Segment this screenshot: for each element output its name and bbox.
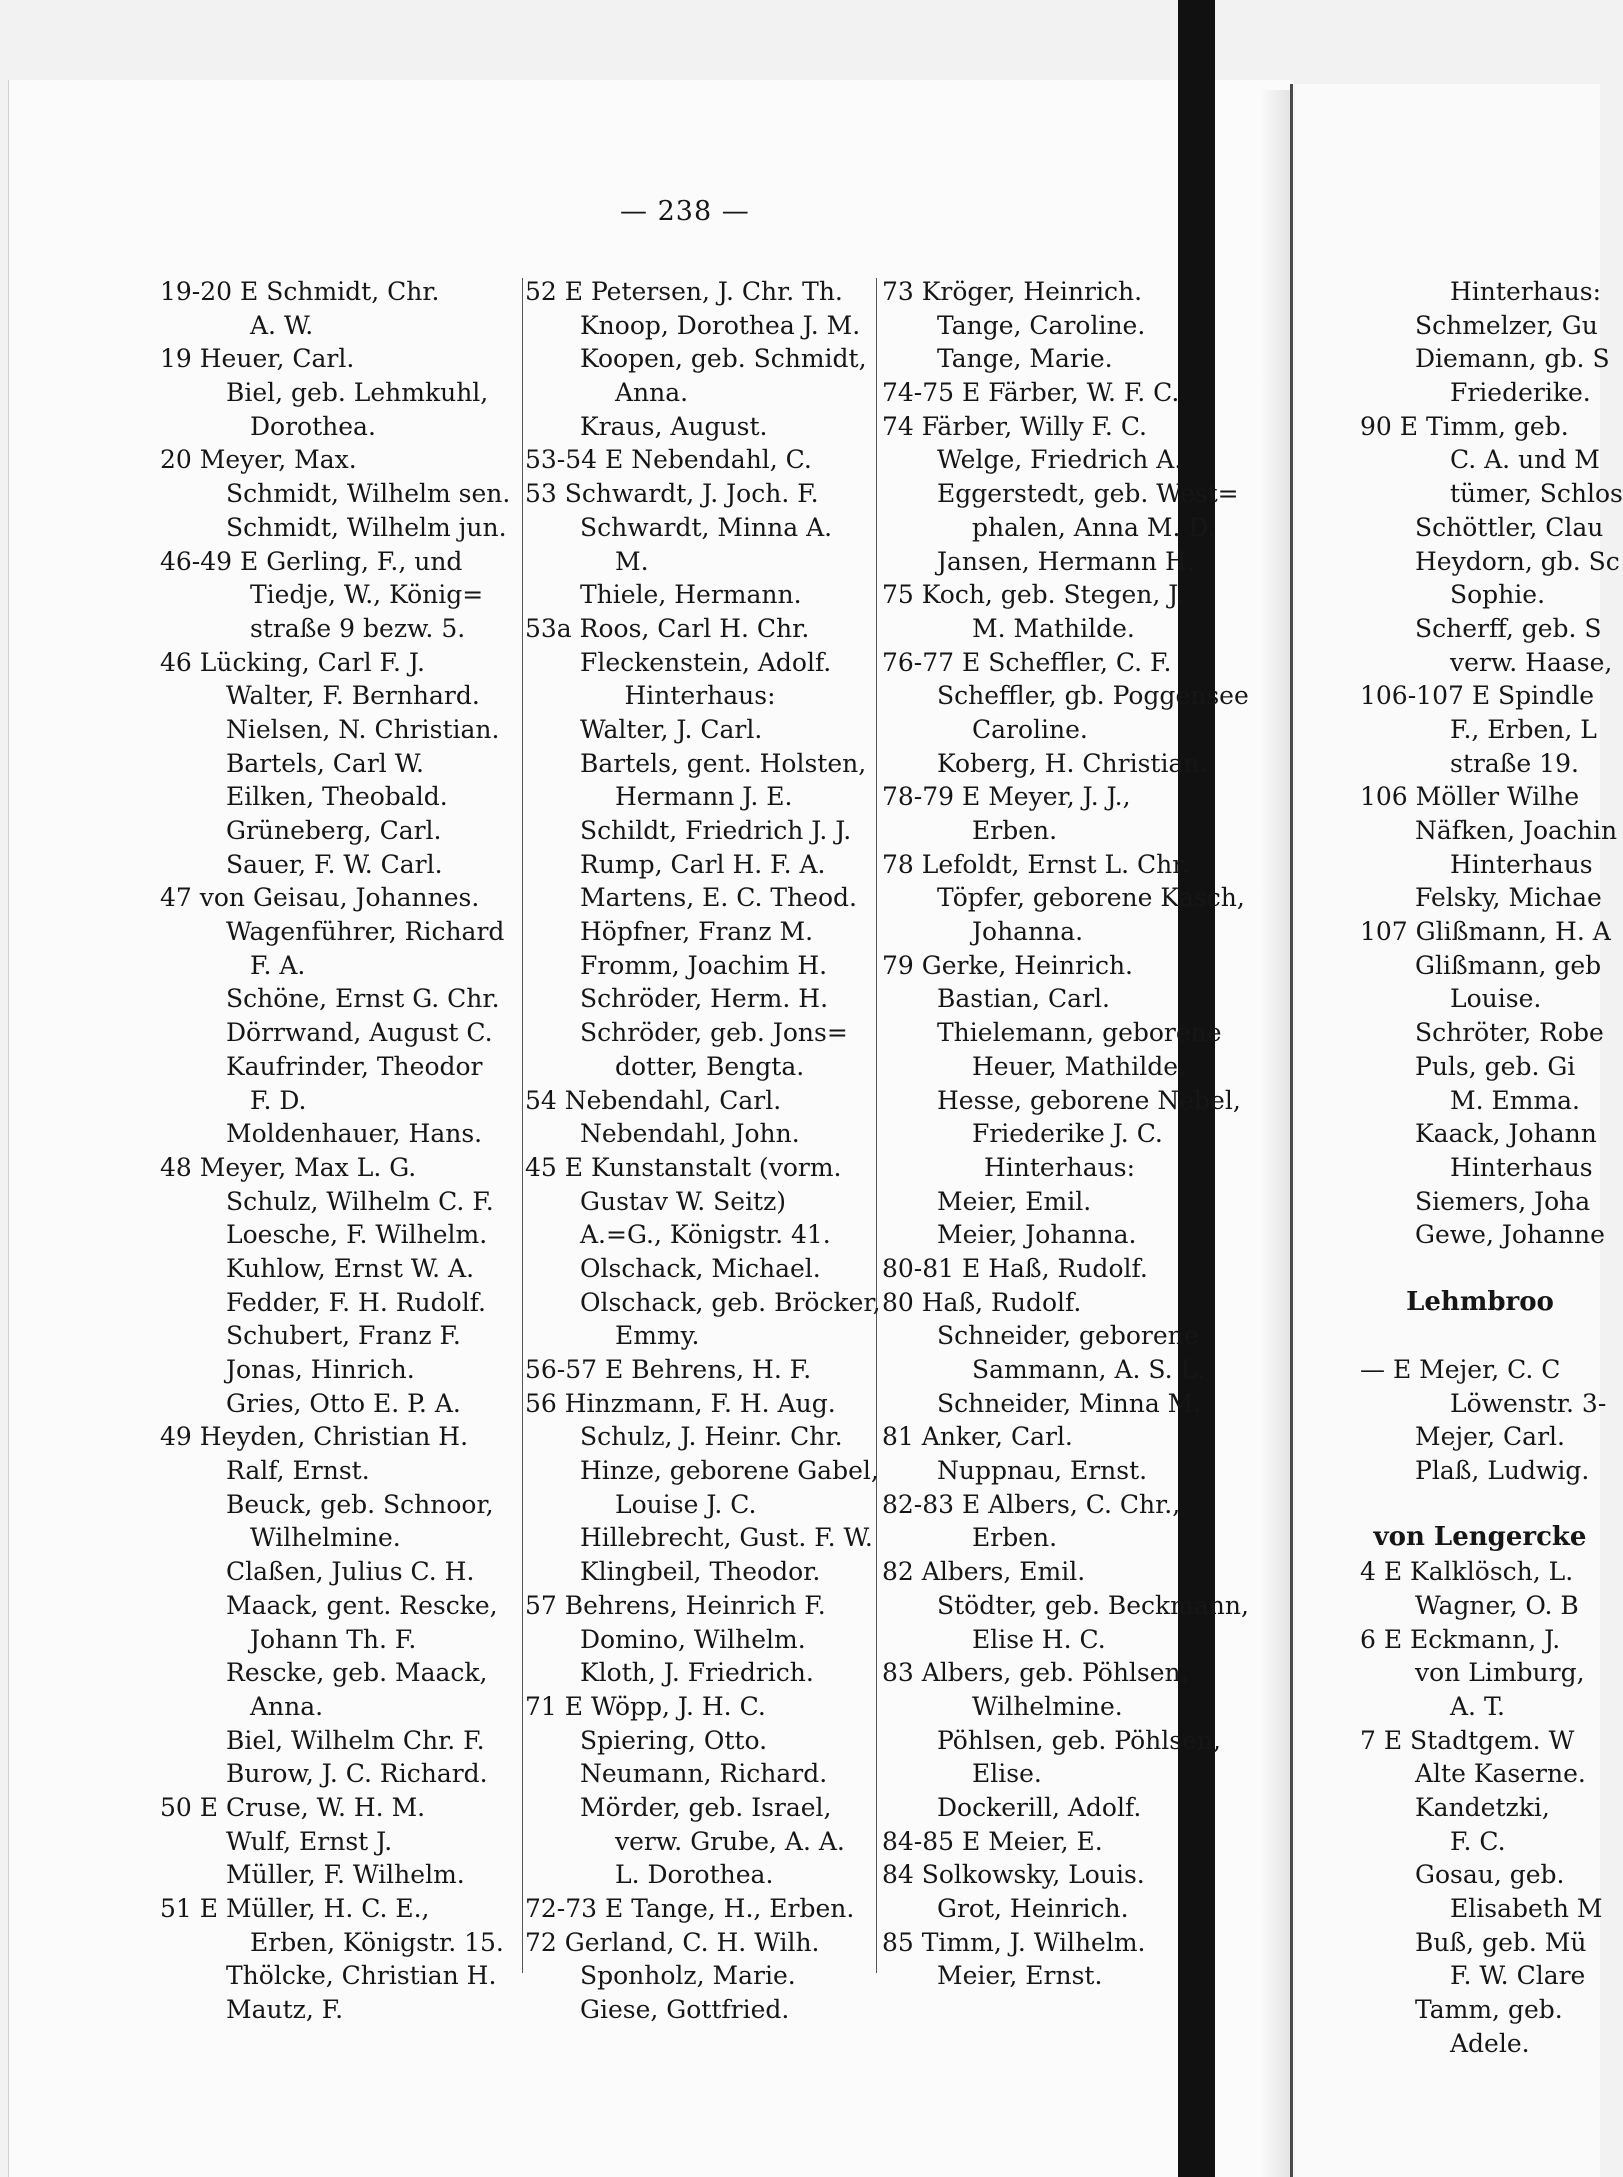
section-label: Hinterhaus: xyxy=(624,681,776,711)
directory-entry-line: 51 E Müller, H. C. E., xyxy=(160,1894,430,1923)
directory-entry-line xyxy=(1360,1319,1600,1353)
directory-entry-line: Mejer, Carl. xyxy=(1415,1422,1565,1452)
directory-entry-line: Meier, Ernst. xyxy=(937,1961,1103,1991)
directory-entry-line: Ralf, Ernst. xyxy=(226,1456,370,1486)
directory-entry-line: 53 Schwardt, J. Joch. F. xyxy=(525,479,819,509)
directory-entry-line: Pöhlsen, geb. Pöhlsen, xyxy=(937,1725,1221,1755)
directory-entry-line: Kraus, August. xyxy=(580,411,768,441)
directory-entry-line: Schröter, Robe xyxy=(1415,1018,1604,1048)
directory-entry-line xyxy=(1360,1252,1600,1286)
directory-entry-line: verw. Haase, xyxy=(1450,647,1613,677)
directory-entry-line: Spiering, Otto. xyxy=(580,1725,768,1755)
directory-entry-line: 72 Gerland, C. H. Wilh. xyxy=(525,1927,820,1957)
directory-entry-line: straße 9 bezw. 5. xyxy=(250,613,466,643)
directory-entry-line: Giese, Gottfried. xyxy=(580,1995,790,2025)
directory-entry-line: Erben. xyxy=(972,816,1058,845)
directory-entry-line: Klingbeil, Theodor. xyxy=(580,1557,821,1587)
column-1 xyxy=(160,275,525,2027)
section-heading: von Lengercke xyxy=(1373,1522,1587,1553)
directory-entry-line: Müller, F. Wilhelm. xyxy=(226,1860,465,1890)
directory-entry-line: 82 Albers, Emil. xyxy=(882,1557,1086,1587)
directory-entry-line: Hinze, geborene Gabel, xyxy=(580,1456,879,1486)
directory-entry-line: Schneider, Minna M. xyxy=(937,1388,1202,1418)
directory-entry-line: C. A. und M xyxy=(1450,445,1600,475)
directory-entry-line: Jonas, Hinrich. xyxy=(226,1355,415,1384)
directory-entry-line: Grüneberg, Carl. xyxy=(226,816,442,845)
directory-entry-line: phalen, Anna M. D. xyxy=(972,512,1216,542)
directory-entry-line: 52 E Petersen, J. Chr. Th. xyxy=(525,277,843,306)
directory-entry-line: Domino, Wilhelm. xyxy=(580,1624,806,1654)
directory-entry-line: Schöttler, Clau xyxy=(1415,512,1604,542)
directory-entry-line: Gustav W. Seitz) xyxy=(580,1186,787,1216)
directory-entry-line: Schubert, Franz F. xyxy=(226,1321,461,1351)
directory-entry-line: Fleckenstein, Adolf. xyxy=(580,647,832,677)
directory-entry-line: Louise. xyxy=(1450,984,1542,1014)
directory-entry-line: Koberg, H. Christian. xyxy=(937,748,1208,778)
directory-entry-line: Glißmann, geb xyxy=(1415,950,1602,980)
directory-entry-line: 53a Roos, Carl H. Chr. xyxy=(525,613,810,643)
directory-entry-line: Eggerstedt, geb. West= xyxy=(937,479,1239,509)
directory-entry-line: 71 E Wöpp, J. H. C. xyxy=(525,1691,766,1721)
directory-entry-line: Adele. xyxy=(1450,2028,1530,2058)
directory-entry-line: 53-54 E Nebendahl, C. xyxy=(525,445,812,475)
directory-entry-line: Erben. xyxy=(972,1523,1058,1553)
directory-entry-line: 79 Gerke, Heinrich. xyxy=(882,950,1134,980)
directory-entry-line: Nuppnau, Ernst. xyxy=(937,1456,1148,1486)
directory-entry-line: Kandetzki, xyxy=(1415,1792,1550,1822)
directory-entry-line: Löwenstr. 3- xyxy=(1450,1388,1607,1418)
directory-entry-line: Sammann, A. S. L. xyxy=(972,1355,1206,1384)
directory-entry-line: 54 Nebendahl, Carl. xyxy=(525,1085,782,1115)
page-fold xyxy=(1290,84,1293,2177)
directory-entry-line: Heydorn, gb. Sc xyxy=(1415,546,1620,576)
directory-entry-line: 84 Solkowsky, Louis. xyxy=(882,1860,1145,1890)
directory-entry-line: verw. Grube, A. A. xyxy=(615,1826,845,1856)
directory-entry-line: 73 Kröger, Heinrich. xyxy=(882,277,1143,306)
directory-entry-line: Fromm, Joachim H. xyxy=(580,950,828,980)
directory-entry-line: Walter, F. Bernhard. xyxy=(226,681,480,711)
directory-entry-line: Grot, Heinrich. xyxy=(937,1894,1129,1923)
directory-entry-line: Scheffler, gb. Poggensee xyxy=(937,681,1249,711)
directory-entry-line: Hinterhaus xyxy=(1450,849,1593,879)
directory-entry-line: M. xyxy=(615,546,649,576)
directory-entry-line: Tiedje, W., König= xyxy=(250,580,484,610)
directory-entry-line: Rump, Carl H. F. A. xyxy=(580,849,826,879)
directory-entry-line: Fedder, F. H. Rudolf. xyxy=(226,1287,486,1317)
directory-entry-line: Gewe, Johanne xyxy=(1415,1220,1605,1250)
directory-entry-line: 81 Anker, Carl. xyxy=(882,1422,1073,1452)
section-label: Hinterhaus: xyxy=(983,1152,1136,1182)
directory-entry-line: Sophie. xyxy=(1450,580,1546,610)
directory-entry-line: Scherff, geb. S xyxy=(1415,613,1602,643)
directory-entry-line: Hesse, geborene Nebel, xyxy=(937,1085,1241,1115)
directory-entry-line: Kaufrinder, Theodor xyxy=(226,1051,483,1081)
directory-entry-line: Dörrwand, August C. xyxy=(226,1018,493,1048)
directory-entry-line: Emmy. xyxy=(615,1321,700,1351)
directory-entry-line: A. W. xyxy=(250,310,314,340)
directory-entry-line: 83 Albers, geb. Pöhlsen, xyxy=(882,1658,1189,1688)
directory-entry-line: 80-81 E Haß, Rudolf. xyxy=(882,1253,1148,1283)
page-number: — 238 — xyxy=(620,196,750,227)
directory-entry-line: Schröder, geb. Jons= xyxy=(580,1018,848,1048)
directory-entry-line: Tange, Marie. xyxy=(937,344,1113,374)
directory-entry-line: 49 Heyden, Christian H. xyxy=(160,1422,469,1452)
directory-entry-line: Olschack, Michael. xyxy=(580,1253,821,1283)
directory-entry-line: Schmidt, Wilhelm jun. xyxy=(226,512,507,542)
directory-entry-line: Kaack, Johann xyxy=(1415,1119,1597,1149)
directory-entry-line: Schneider, geborene xyxy=(937,1321,1199,1351)
directory-entry-line: Hinterhaus: xyxy=(1450,277,1602,306)
column-3 xyxy=(882,275,1249,1993)
directory-entry-line: 7 E Stadtgem. W xyxy=(1360,1725,1575,1755)
directory-entry-line: M. Mathilde. xyxy=(972,613,1135,643)
directory-entry-line: Friederike. xyxy=(1450,378,1591,408)
directory-entry-line: Koopen, geb. Schmidt, xyxy=(580,344,867,374)
directory-entry-line: Schröder, Herm. H. xyxy=(580,984,829,1014)
directory-entry-line: von Limburg, xyxy=(1415,1658,1585,1688)
directory-entry-line: Tange, Caroline. xyxy=(937,310,1146,340)
directory-entry-line: 45 E Kunstanstalt (vorm. xyxy=(525,1152,842,1182)
directory-entry-line: 84-85 E Meier, E. xyxy=(882,1826,1103,1856)
directory-entry-line: 56-57 E Behrens, H. F. xyxy=(525,1355,812,1384)
directory-entry-line: Thielemann, geborene xyxy=(937,1018,1222,1048)
directory-entry-line: F. D. xyxy=(250,1085,307,1115)
directory-entry-line: Moldenhauer, Hans. xyxy=(226,1119,483,1149)
directory-entry-line: Schwardt, Minna A. xyxy=(580,512,833,542)
directory-entry-line: Alte Kaserne. xyxy=(1415,1759,1586,1789)
directory-entry-line: 106-107 E Spindle xyxy=(1360,681,1595,711)
directory-entry-line: Siemers, Joha xyxy=(1415,1186,1591,1216)
directory-entry-line: 106 Möller Wilhe xyxy=(1360,782,1580,812)
directory-entry-line: Kuhlow, Ernst W. A. xyxy=(226,1253,475,1283)
directory-entry-line: Tamm, geb. xyxy=(1415,1995,1563,2025)
directory-entry-line: Hinterhaus xyxy=(1450,1152,1593,1182)
directory-entry-line: Hermann J. E. xyxy=(615,782,793,812)
directory-entry-line: Wagenführer, Richard xyxy=(226,917,505,947)
directory-entry-line: Anna. xyxy=(250,1691,324,1721)
directory-entry-line: 57 Behrens, Heinrich F. xyxy=(525,1590,826,1620)
column-rule xyxy=(876,278,877,1973)
directory-entry-line: Meier, Johanna. xyxy=(937,1220,1137,1250)
directory-entry-line: Hillebrecht, Gust. F. W. xyxy=(580,1523,873,1553)
directory-entry-line: Schöne, Ernst G. Chr. xyxy=(226,984,500,1014)
directory-entry-line: 74 Färber, Willy F. C. xyxy=(882,411,1148,441)
directory-entry-line: Näfken, Joachin xyxy=(1415,816,1618,845)
directory-entry-line: F. W. Clare xyxy=(1450,1961,1586,1991)
directory-entry-line: 47 von Geisau, Johannes. xyxy=(160,883,480,913)
directory-entry-line: Wilhelmine. xyxy=(972,1691,1123,1721)
directory-entry-line: Nielsen, N. Christian. xyxy=(226,714,500,744)
directory-entry-line: — E Mejer, C. C xyxy=(1360,1355,1561,1384)
directory-entry-line: 90 E Timm, geb. xyxy=(1360,411,1569,441)
directory-entry-line: F. C. xyxy=(1450,1826,1506,1856)
directory-entry-line: Friederike J. C. xyxy=(972,1119,1163,1149)
directory-entry-line: Martens, E. C. Theod. xyxy=(580,883,857,913)
directory-entry-line: 75 Koch, geb. Stegen, J. xyxy=(882,580,1185,610)
directory-entry-line: Wilhelmine. xyxy=(250,1523,401,1553)
directory-entry-line: Elisabeth M xyxy=(1450,1894,1603,1923)
directory-entry-line: 48 Meyer, Max L. G. xyxy=(160,1152,417,1182)
directory-entry-line: Schmidt, Wilhelm sen. xyxy=(226,479,511,509)
directory-entry-line: Gries, Otto E. P. A. xyxy=(226,1388,461,1418)
directory-entry-line: Walter, J. Carl. xyxy=(580,714,763,744)
directory-entry-line: Dockerill, Adolf. xyxy=(937,1792,1142,1822)
section-heading: Lehmbroo xyxy=(1406,1286,1554,1317)
directory-entry-line: Maack, gent. Rescke, xyxy=(226,1590,498,1620)
directory-entry-line: Meier, Emil. xyxy=(937,1186,1092,1216)
directory-entry-line: Jansen, Hermann H. xyxy=(937,546,1195,576)
directory-entry-line: 76-77 E Scheffler, C. F. xyxy=(882,647,1172,677)
directory-entry-line: Felsky, Michae xyxy=(1415,883,1602,913)
directory-entry-line: Erben, Königstr. 15. xyxy=(250,1927,504,1957)
directory-entry-line: 80 Haß, Rudolf. xyxy=(882,1287,1082,1317)
directory-entry-line: 82-83 E Albers, C. Chr., xyxy=(882,1489,1181,1519)
directory-entry-line: Louise J. C. xyxy=(615,1489,757,1519)
directory-entry-line: 46 Lücking, Carl F. J. xyxy=(160,647,425,677)
directory-entry-line: 50 E Cruse, W. H. M. xyxy=(160,1792,426,1822)
directory-entry-line: Loesche, F. Wilhelm. xyxy=(226,1220,488,1250)
spine-shadow xyxy=(1260,90,1290,2177)
directory-entry-line: Biel, Wilhelm Chr. F. xyxy=(226,1725,485,1755)
directory-entry-line xyxy=(1360,1488,1600,1522)
directory-entry-line: 85 Timm, J. Wilhelm. xyxy=(882,1927,1146,1957)
directory-entry-line: Johann Th. F. xyxy=(250,1624,417,1654)
directory-entry-line: Dorothea. xyxy=(250,411,376,441)
directory-entry-line: Nebendahl, John. xyxy=(580,1119,800,1149)
directory-entry-line: Caroline. xyxy=(972,714,1088,744)
directory-entry-line: dotter, Bengta. xyxy=(615,1051,805,1081)
directory-entry-line: Elise H. C. xyxy=(972,1624,1106,1654)
directory-entry-line: A. T. xyxy=(1450,1691,1505,1721)
directory-entry-line: 46-49 E Gerling, F., und xyxy=(160,546,463,576)
directory-entry-line: straße 19. xyxy=(1450,748,1579,778)
directory-entry-line: Burow, J. C. Richard. xyxy=(226,1759,488,1789)
directory-entry-line: 107 Glißmann, H. A xyxy=(1360,917,1611,947)
directory-entry-line: 20 Meyer, Max. xyxy=(160,445,357,475)
directory-entry-line: 74-75 E Färber, W. F. C. xyxy=(882,378,1180,408)
directory-entry-line: 4 E Kalklösch, L. xyxy=(1360,1557,1574,1587)
directory-entry-line: Puls, geb. Gi xyxy=(1415,1051,1576,1081)
directory-entry-line: Welge, Friedrich A. xyxy=(937,445,1183,475)
directory-entry-line: L. Dorothea. xyxy=(615,1860,774,1890)
directory-entry-line: Schmelzer, Gu xyxy=(1415,310,1598,340)
directory-entry-line: Beuck, geb. Schnoor, xyxy=(226,1489,494,1519)
directory-entry-line: Schildt, Friedrich J. J. xyxy=(580,816,852,845)
directory-entry-line: Stödter, geb. Beckmann, xyxy=(937,1590,1249,1620)
column-4 xyxy=(1360,275,1623,2060)
directory-entry-line: M. Emma. xyxy=(1450,1085,1581,1115)
directory-entry-line: Thölcke, Christian H. xyxy=(226,1961,497,1991)
directory-entry-line: Neumann, Richard. xyxy=(580,1759,828,1789)
directory-entry-line: Plaß, Ludwig. xyxy=(1415,1456,1590,1486)
directory-entry-line: A.=G., Königstr. 41. xyxy=(580,1220,831,1250)
directory-entry-line: Höpfner, Franz M. xyxy=(580,917,814,947)
directory-entry-line: F. A. xyxy=(250,950,306,980)
directory-entry-line: Biel, geb. Lehmkuhl, xyxy=(226,378,489,408)
directory-entry-line: Wulf, Ernst J. xyxy=(226,1826,393,1856)
directory-entry-line: Olschack, geb. Bröcker, xyxy=(580,1287,881,1317)
directory-entry-line: Schulz, Wilhelm C. F. xyxy=(226,1186,494,1216)
directory-entry-line: 78 Lefoldt, Ernst L. Chr. xyxy=(882,849,1190,879)
directory-entry-line: Rescke, geb. Maack, xyxy=(226,1658,488,1688)
directory-entry-line: Bastian, Carl. xyxy=(937,984,1110,1014)
directory-entry-line: Gosau, geb. xyxy=(1415,1860,1565,1890)
directory-entry-line: Sauer, F. W. Carl. xyxy=(226,849,443,879)
directory-entry-line: Bartels, Carl W. xyxy=(226,748,424,778)
directory-entry-line: Diemann, gb. S xyxy=(1415,344,1610,374)
directory-entry-line: Kloth, J. Friedrich. xyxy=(580,1658,814,1688)
directory-entry-line: Anna. xyxy=(615,378,689,408)
directory-entry-line: Wagner, O. B xyxy=(1415,1590,1579,1620)
directory-entry-line: Mörder, geb. Israel, xyxy=(580,1792,832,1822)
column-2 xyxy=(525,275,881,2027)
directory-entry-line: Eilken, Theobald. xyxy=(226,782,448,812)
directory-entry-line: Elise. xyxy=(972,1759,1042,1789)
directory-entry-line: 6 E Eckmann, J. xyxy=(1360,1624,1561,1654)
directory-entry-line: Johanna. xyxy=(972,917,1084,947)
directory-entry-line: Sponholz, Marie. xyxy=(580,1961,796,1991)
directory-entry-line: Knoop, Dorothea J. M. xyxy=(580,310,861,340)
directory-entry-line: tümer, Schlos xyxy=(1450,479,1623,509)
directory-entry-line: Schulz, J. Heinr. Chr. xyxy=(580,1422,843,1452)
directory-entry-line: 78-79 E Meyer, J. J., xyxy=(882,782,1131,812)
directory-entry-line: Mautz, F. xyxy=(226,1995,344,2025)
directory-entry-line: 56 Hinzmann, F. H. Aug. xyxy=(525,1388,836,1418)
directory-entry-line: Thiele, Hermann. xyxy=(580,580,802,610)
directory-entry-line: 19-20 E Schmidt, Chr. xyxy=(160,277,440,306)
directory-entry-line: Heuer, Mathilde. xyxy=(972,1051,1186,1081)
directory-entry-line: Bartels, gent. Holsten, xyxy=(580,748,867,778)
directory-entry-line: F., Erben, L xyxy=(1450,714,1597,744)
directory-entry-line: 19 Heuer, Carl. xyxy=(160,344,355,374)
directory-entry-line: Claßen, Julius C. H. xyxy=(226,1557,475,1587)
directory-entry-line: 72-73 E Tange, H., Erben. xyxy=(525,1894,855,1923)
directory-entry-line: Töpfer, geborene Kasch, xyxy=(937,883,1245,913)
directory-entry-line: Buß, geb. Mü xyxy=(1415,1927,1587,1957)
